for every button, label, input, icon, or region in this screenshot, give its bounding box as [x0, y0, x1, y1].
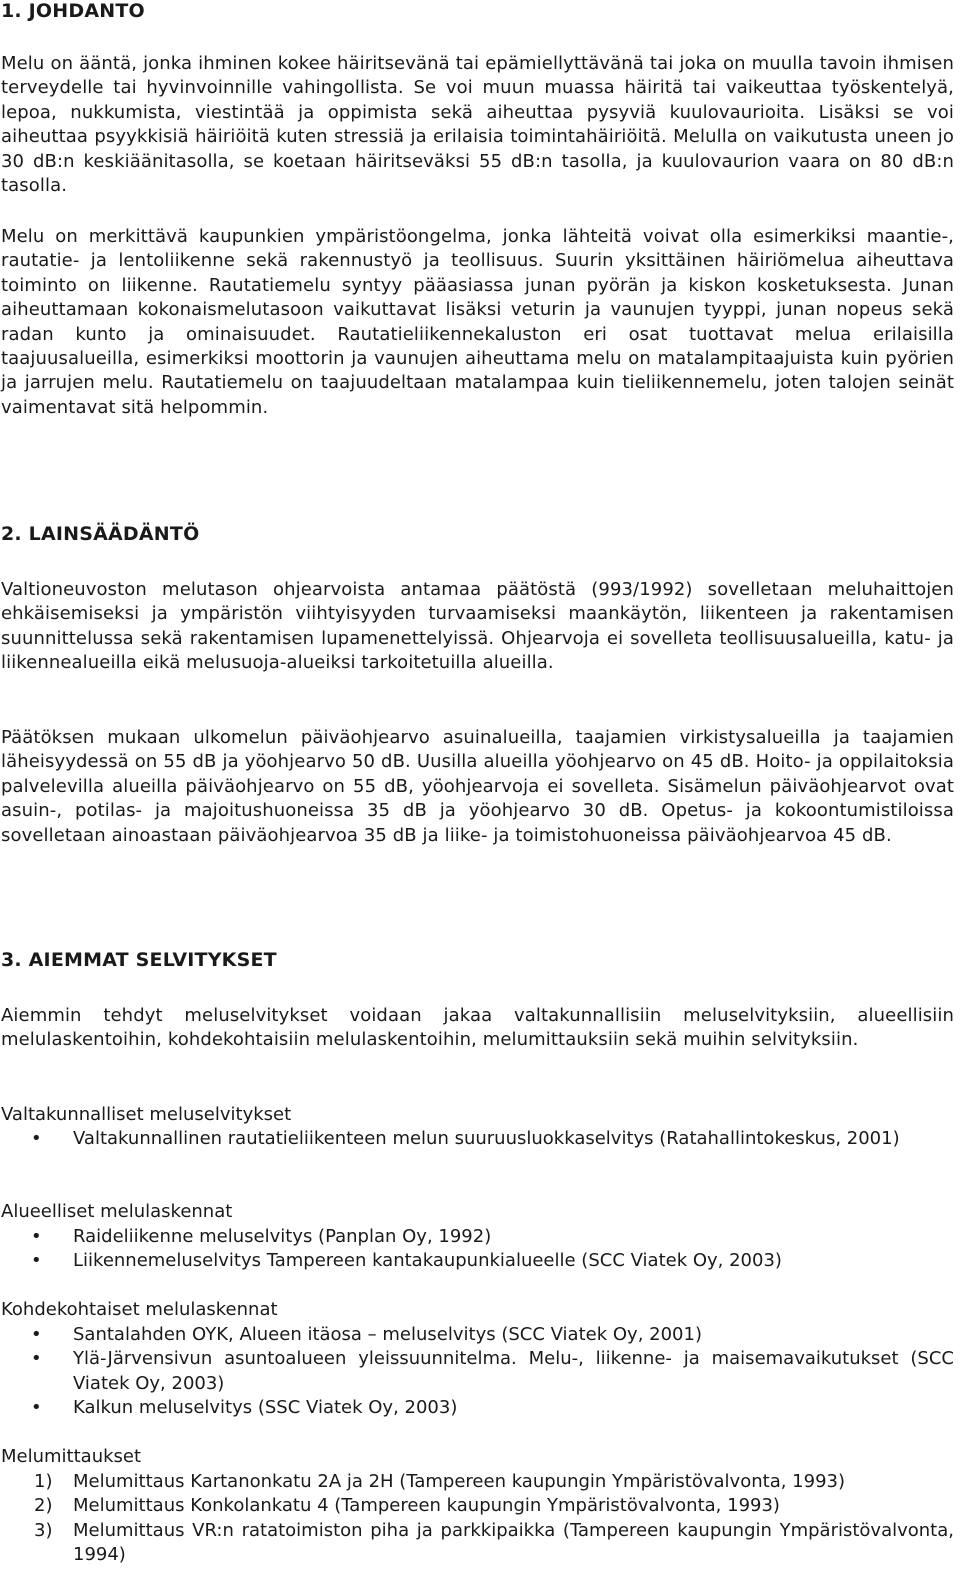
list-item-text: Melumittaus VR:n ratatoimiston piha ja parkkipaikka (Tampereen kaupungin Ympäristövalvonta, 1994)	[73, 1519, 954, 1566]
paragraph-previous-intro: Aiemmin tehdyt meluselvitykset voidaan jakaa valtakunnallisiin meluselvityksiin, alueellisiin melulaskentoihin, kohdekohtaisiin melulaskentoihin, melumittauksiin sekä muihin selvityksiin.	[1, 1005, 954, 1051]
list-item	[0, 1396, 954, 1420]
list-national	[0, 1127, 954, 1151]
paragraph-law-1: Valtioneuvoston melutason ohjearvoista antamaa päätöstä (993/1992) sovelletaan meluhaittojen ehkäisemiseksi ja ympäristön viihtyisyyden turvaamiseksi maankäytön, liikenteen ja rakentamisen suunnittelussa sekä rakentamisen lupamenettelyissä. Ohjearvoja ei sovelleta teollisuusalueilla, katu- ja liikennealueilla eikä melusuoja-alueiksi tarkoitetuilla alueilla.	[1, 579, 954, 674]
heading-aiemmat-selvitykset: 3. AIEMMAT SELVITYKSET	[1, 949, 277, 971]
list-item-text: Melumittaus Konkolankatu 4 (Tampereen kaupungin Ympäristövalvonta, 1993)	[73, 1495, 780, 1517]
list-item	[0, 1127, 954, 1151]
paragraph-intro-1: Melu on ääntä, jonka ihminen kokee häiritsevänä tai epämiellyttävänä tai joka on muulla tavoin ihmisen terveydelle tai hyvinvoinnille vahingollista. Se voi muun muassa häiritä tai vaikeuttaa työskentelyä, lepoa, nukkumista, viestintää ja oppimista sekä aiheuttaa pysyviä kuulovaurioita. Lisäksi se voi aiheuttaa psyykkisiä häiriöitä kuten stressiä ja erilaisia toimintahäiriöitä. Melulla on vaikutusta uneen jo 30 dB:n keskiäänitasolla, se koetaan häiritseväksi 55 dB:n tasolla, ja kuulovaurion vaara on 80 dB:n tasolla.	[1, 53, 954, 197]
list-item	[0, 1494, 954, 1518]
list-number: 3)	[34, 1519, 53, 1541]
list-item	[0, 1249, 954, 1273]
group-title-regional: Alueelliset melulaskennat	[1, 1201, 233, 1222]
bullet-icon: •	[31, 1348, 42, 1370]
list-item	[0, 1323, 954, 1347]
group-title-national: Valtakunnalliset meluselvitykset	[1, 1104, 292, 1125]
bullet-icon: •	[31, 1250, 42, 1272]
list-item-text: Melumittaus Kartanonkatu 2A ja 2H (Tampereen kaupungin Ympäristövalvonta, 1993)	[73, 1471, 845, 1492]
bullet-icon: •	[31, 1128, 42, 1149]
heading-johdanto: 1. JOHDANTO	[1, 0, 145, 22]
list-item-text: Kalkun meluselvitys (SSC Viatek Oy, 2003)	[73, 1397, 458, 1419]
group-title-measurements: Melumittaukset	[1, 1446, 142, 1467]
list-item	[0, 1347, 954, 1396]
list-site-specific	[0, 1323, 954, 1421]
list-measurements	[0, 1470, 954, 1568]
list-item-text: Raideliikenne meluselvitys (Panplan Oy, 1992)	[73, 1226, 492, 1247]
list-item-text: Liikennemeluselvitys Tampereen kantakaupunkialueelle (SCC Viatek Oy, 2003)	[73, 1250, 782, 1272]
list-item	[0, 1225, 954, 1249]
list-regional	[0, 1225, 954, 1274]
list-item-text: Santalahden OYK, Alueen itäosa – meluselvitys (SCC Viatek Oy, 2001)	[73, 1324, 702, 1345]
paragraph-intro-2: Melu on merkittävä kaupunkien ympäristöongelma, jonka lähteitä voivat olla esimerkiksi maantie-, rautatie- ja lentoliikenne sekä rakennustyö ja teollisuus. Suurin yksittäinen häiriömelua aiheuttava toiminto on liikenne. Rautatiemelu syntyy pääasiassa junan pyörän ja kiskon kosketuksesta. Junan aiheuttamaan kokonaismelutasoon vaikuttavat lisäksi veturin ja vaunujen tyyppi, junan nopeus sekä radan kunto ja ominaisuudet. Rautatieliikennekaluston eri osat tuottavat melua erilaisilla taajuusalueilla, esimerkiksi moottorin ja vaunujen aiheuttama melu on matalampitaajuista kuin pyörien ja jarrujen melu. Rautatiemelu on taajuudeltaan matalampaa kuin tieliikennemelu, joten talojen seinät vaimentavat sitä helpommin.	[1, 226, 954, 418]
bullet-icon: •	[31, 1324, 42, 1345]
heading-lainsaadanto: 2. LAINSÄÄDÄNTÖ	[1, 523, 200, 545]
list-number: 1)	[34, 1471, 53, 1492]
list-number: 2)	[34, 1495, 53, 1517]
list-item	[0, 1470, 954, 1494]
list-item	[0, 1519, 954, 1568]
bullet-icon: •	[31, 1397, 42, 1419]
bullet-icon: •	[31, 1226, 42, 1247]
group-title-site-specific: Kohdekohtaiset melulaskennat	[1, 1299, 278, 1320]
list-item-text: Ylä-Järvensivun asuntoalueen yleissuunnitelma. Melu-, liikenne- ja maisemavaikutukset (SCC Viatek Oy, 2003)	[73, 1348, 954, 1394]
list-item-text: Valtakunnallinen rautatieliikenteen melun suuruusluokkaselvitys (Ratahallintokeskus, 2001)	[73, 1128, 900, 1149]
paragraph-law-2: Päätöksen mukaan ulkomelun päiväohjearvo asuinalueilla, taajamien virkistysalueilla ja taajamien läheisyydessä on 55 dB ja yöohjearvo 50 dB. Uusilla alueilla yöohjearvo on 45 dB. Hoito- ja oppilaitoksia palvelevilla alueilla päiväohjearvo on 55 dB, yöohjearvoja ei sovelleta. Sisämelun päiväohjearvot ovat asuin-, potilas- ja majoitushuoneissa 35 dB ja yöohjearvo 30 dB. Opetus- ja kokoontumistiloissa sovelletaan ainoastaan päiväohjearvoa 35 dB ja liike- ja toimistohuoneissa päiväohjearvoa 45 dB.	[1, 727, 954, 846]
